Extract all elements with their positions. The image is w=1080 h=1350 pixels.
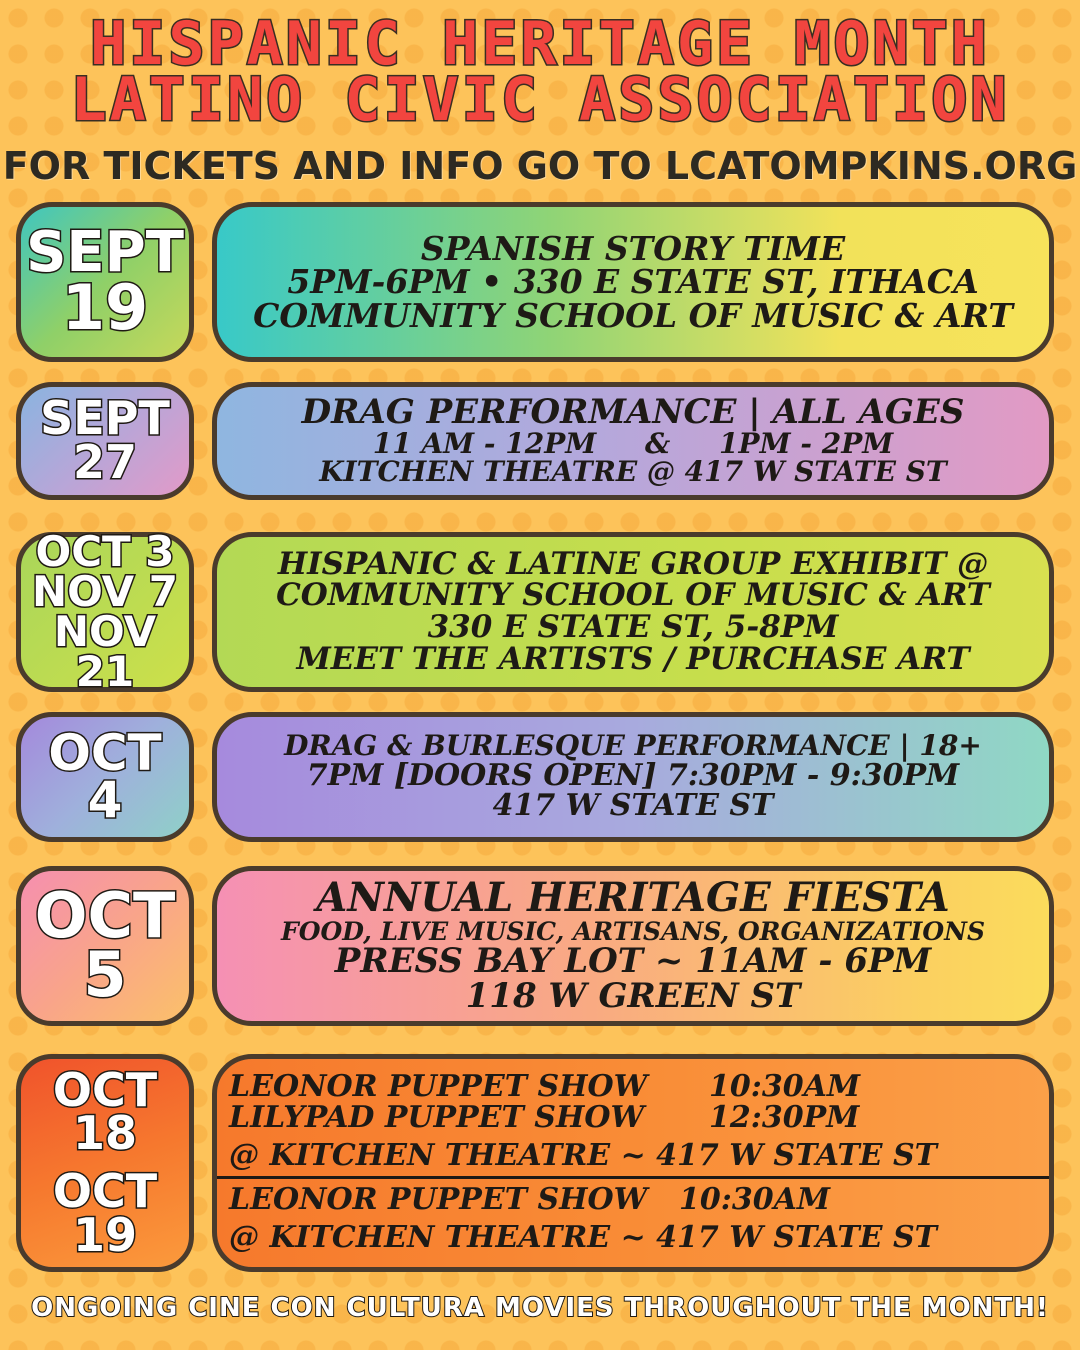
divider — [217, 1176, 1049, 1179]
date-badge-oct-18-oct-19 — [16, 1054, 194, 1272]
date-month: SEPT — [40, 391, 170, 446]
show-venue: @ KITCHEN THEATRE ~ 417 W STATE ST — [229, 1138, 937, 1174]
date-badge-oct-3-nov-7-nov-21 — [16, 527, 194, 696]
date-month: OCT — [52, 1164, 158, 1218]
event-detail: PRESS BAY LOT ~ 11AM - 6PM — [334, 941, 932, 982]
puppet-row — [217, 1138, 1049, 1174]
event-detail: COMMUNITY SCHOOL OF MUSIC & ART — [253, 295, 1013, 335]
event-card-story-time — [212, 202, 1054, 362]
show-name: LEONOR PUPPET SHOW — [229, 1181, 648, 1217]
date-month: OCT — [34, 879, 176, 953]
show-time: 10:30AM — [709, 1069, 861, 1105]
date-badge-sept-19 — [16, 202, 194, 362]
puppet-row — [217, 1220, 1049, 1256]
date-badge-sept-27 — [16, 382, 194, 500]
date-day: 18 — [72, 1106, 137, 1161]
puppet-row — [217, 1181, 1049, 1217]
event-detail: FOOD, LIVE MUSIC, ARTISANS, ORGANIZATIONS — [280, 916, 986, 946]
puppet-row — [217, 1069, 1049, 1105]
title-line-2: LATINO CIVIC ASSOCIATION — [70, 65, 1010, 135]
date-line: OCT 3 — [35, 527, 175, 577]
event-detail: 417 W STATE ST — [492, 788, 774, 824]
date-badge-oct-4 — [16, 712, 194, 842]
title-line-1: HISPANIC HERITAGE MONTH — [90, 9, 990, 79]
event-title: ANNUAL HERITAGE FIESTA — [316, 874, 950, 922]
tickets-info: FOR TICKETS AND INFO GO TO LCATOMPKINS.ORG — [2, 144, 1078, 188]
event-detail: 11 AM - 12PM & 1PM - 2PM — [372, 426, 894, 460]
date-day: 5 — [83, 938, 127, 1011]
event-card-drag-burlesque — [212, 712, 1054, 842]
show-time: 10:30AM — [679, 1181, 831, 1217]
date-month: OCT — [52, 1062, 158, 1117]
event-detail: 7PM [DOORS OPEN] 7:30PM - 9:30PM — [306, 757, 960, 793]
date-day: 19 — [61, 271, 149, 345]
event-title: DRAG & BURLESQUE PERFORMANCE | 18+ — [284, 729, 982, 763]
event-card-heritage-fiesta — [212, 866, 1054, 1026]
date-month: SEPT — [26, 219, 184, 285]
date-day: 27 — [72, 435, 137, 489]
event-detail: MEET THE ARTISTS / PURCHASE ART — [296, 640, 970, 677]
date-day: 4 — [87, 771, 123, 829]
show-name: LILYPAD PUPPET SHOW — [229, 1099, 645, 1135]
event-detail: KITCHEN THEATRE @ 417 W STATE ST — [319, 455, 947, 489]
date-line: NOV 21 — [53, 607, 157, 696]
event-detail: 330 E STATE ST, 5-8PM — [427, 609, 839, 645]
event-detail: 118 W GREEN ST — [465, 976, 801, 1017]
date-month: OCT — [48, 723, 162, 782]
event-title: SPANISH STORY TIME — [420, 228, 846, 268]
event-card-drag-performance — [212, 382, 1054, 500]
event-card-group-exhibit — [212, 532, 1054, 692]
puppet-row — [217, 1099, 1049, 1135]
date-badge-oct-5 — [16, 866, 194, 1026]
date-day: 19 — [72, 1207, 137, 1262]
show-time: 12:30PM — [709, 1099, 860, 1135]
footer-note: ONGOING CINE CON CULTURA MOVIES THROUGHOUT THE MONTH! — [31, 1293, 1049, 1323]
event-card-puppet-shows — [212, 1054, 1054, 1272]
show-name: LEONOR PUPPET SHOW — [229, 1069, 648, 1105]
event-title: DRAG PERFORMANCE | ALL AGES — [301, 392, 965, 433]
event-detail: COMMUNITY SCHOOL OF MUSIC & ART — [276, 577, 990, 614]
date-line: NOV 7 — [31, 567, 179, 617]
event-detail: 5PM-6PM • 330 E STATE ST, ITHACA — [287, 262, 979, 302]
event-title: HISPANIC & LATINE GROUP EXHIBIT @ — [277, 545, 989, 582]
show-venue: @ KITCHEN THEATRE ~ 417 W STATE ST — [229, 1220, 937, 1256]
